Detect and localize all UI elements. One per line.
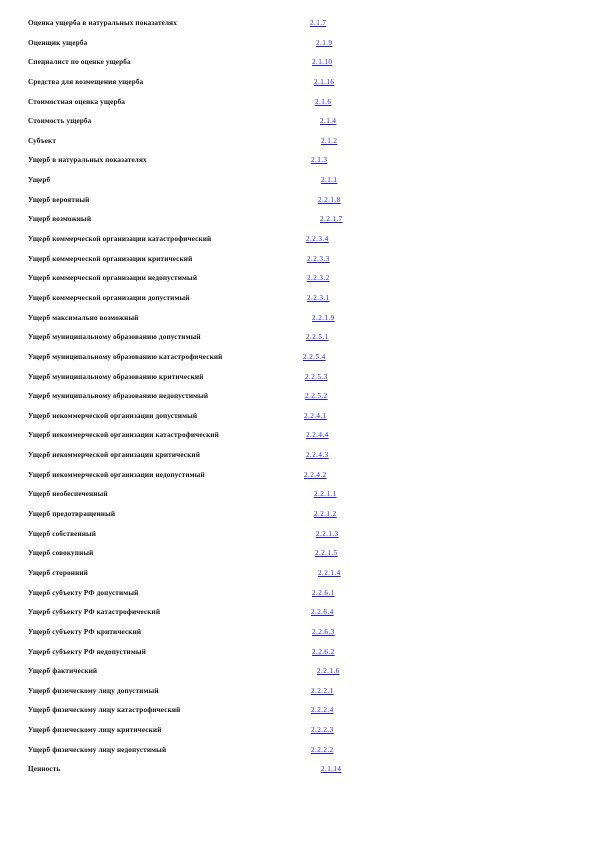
index-entry — [28, 330, 568, 350]
index-term: Ущерб субъекту РФ недопустимый — [28, 647, 146, 656]
index-entry — [28, 605, 568, 625]
index-term: Ущерб физическому лицу критический — [28, 726, 162, 735]
index-entry — [28, 291, 568, 311]
index-entry — [28, 36, 568, 56]
index-ref-link[interactable]: 2.2.1.4 — [318, 568, 341, 577]
index-ref-link[interactable]: 2.2.1.7 — [320, 215, 343, 224]
index-entry — [28, 232, 568, 252]
index-ref-link[interactable]: 2.2.6.4 — [311, 608, 334, 617]
index-term: Средства для возмещения ущерба — [28, 77, 144, 86]
index-ref-link[interactable]: 2.2.2.1 — [311, 686, 334, 695]
index-entry — [28, 743, 568, 763]
index-term: Ущерб муниципальному образованию катастрофический — [28, 352, 223, 361]
index-ref-link[interactable]: 2.2.4.1 — [304, 411, 327, 420]
index-term: Ущерб собственный — [28, 529, 97, 538]
index-term: Ущерб муниципальному образованию допустимый — [28, 333, 201, 342]
index-entry — [28, 350, 568, 370]
index-ref-link[interactable]: 2.2.4.4 — [306, 431, 329, 440]
index-ref-link[interactable]: 2.2.1.8 — [318, 195, 341, 204]
index-ref-link[interactable]: 2.2.6.2 — [312, 647, 335, 656]
index-term: Ущерб муниципальному образованию недопустимый — [28, 392, 209, 401]
index-entry — [28, 114, 568, 134]
index-entry — [28, 16, 568, 36]
index-entry — [28, 55, 568, 75]
index-term: Ущерб муниципальному образованию критический — [28, 372, 204, 381]
index-entry — [28, 703, 568, 723]
index-term: Ущерб субъекту РФ катастрофический — [28, 608, 161, 617]
index-ref-link[interactable]: 2.1.1 — [321, 176, 338, 185]
index-entry — [28, 193, 568, 213]
index-term: Ущерб возможный — [28, 215, 92, 224]
index-entry — [28, 762, 568, 782]
index-entry — [28, 586, 568, 606]
index-term: Ущерб субъекту РФ критический — [28, 627, 142, 636]
index-entry — [28, 370, 568, 390]
index-entry — [28, 252, 568, 272]
index-term: Ущерб предотвращенный — [28, 510, 116, 519]
index-term: Ущерб — [28, 176, 51, 185]
index-term: Специалист по оценке ущерба — [28, 58, 131, 67]
index-ref-link[interactable]: 2.2.1.3 — [316, 529, 339, 538]
index-ref-link[interactable]: 2.1.6 — [315, 97, 332, 106]
index-ref-link[interactable]: 2.2.5.1 — [306, 333, 329, 342]
index-ref-link[interactable]: 2.2.1.6 — [317, 667, 340, 676]
index-entry — [28, 684, 568, 704]
index-ref-link[interactable]: 2.2.6.3 — [312, 627, 335, 636]
index-entry — [28, 566, 568, 586]
index-entry — [28, 507, 568, 527]
index-ref-link[interactable]: 2.1.10 — [312, 58, 333, 67]
index-entry — [28, 487, 568, 507]
index-ref-link[interactable]: 2.2.3.3 — [307, 254, 330, 263]
index-entry — [28, 448, 568, 468]
index-ref-link[interactable]: 2.2.1.9 — [312, 313, 335, 322]
index-term: Ущерб совокупный — [28, 549, 94, 558]
index-ref-link[interactable]: 2.1.4 — [320, 117, 337, 126]
index-entry — [28, 173, 568, 193]
index-term: Ущерб некоммерческой организации недопустимый — [28, 470, 205, 479]
index-term: Ущерб некоммерческой организации катастрофический — [28, 431, 219, 440]
index-term: Ущерб физическому лицу катастрофический — [28, 706, 181, 715]
index-entry — [28, 311, 568, 331]
index-ref-link[interactable]: 2.2.5.2 — [305, 392, 328, 401]
index-entry — [28, 625, 568, 645]
index-term: Оценщик ущерба — [28, 38, 88, 47]
index-entry — [28, 212, 568, 232]
index-term: Ущерб необеспеченный — [28, 490, 108, 499]
index-ref-link[interactable]: 2.2.3.4 — [306, 235, 329, 244]
index-entry — [28, 153, 568, 173]
index-entry — [28, 95, 568, 115]
index-term: Ущерб субъекту РФ допустимый — [28, 588, 139, 597]
index-term: Стоимостная оценка ущерба — [28, 97, 126, 106]
index-term: Ущерб вероятный — [28, 195, 90, 204]
index-entry — [28, 134, 568, 154]
index-ref-link[interactable]: 2.2.2.3 — [311, 726, 334, 735]
index-entry — [28, 546, 568, 566]
index-term: Ущерб коммерческой организации критический — [28, 254, 193, 263]
index-term: Ущерб коммерческой организации недопустимый — [28, 274, 198, 283]
index-entry — [28, 428, 568, 448]
index-entry — [28, 723, 568, 743]
index-entry — [28, 645, 568, 665]
index-ref-link[interactable]: 2.2.4.2 — [304, 470, 327, 479]
index-ref-link[interactable]: 2.1.2 — [321, 136, 338, 145]
index-term: Ущерб физическому лицу недопустимый — [28, 745, 167, 754]
index-entry — [28, 409, 568, 429]
index-ref-link[interactable]: 2.2.2.4 — [311, 706, 334, 715]
index-entry — [28, 468, 568, 488]
index-ref-link[interactable]: 2.2.1.5 — [315, 549, 338, 558]
index-ref-link[interactable]: 2.2.6.1 — [312, 588, 335, 597]
index-term: Оценка ущерба в натуральных показателях — [28, 19, 177, 27]
index-term: Ущерб максимально возможный — [28, 313, 139, 322]
index-term: Ущерб фактический — [28, 667, 98, 676]
index-term: Ущерб коммерческой организации допустимый — [28, 293, 190, 302]
index-term: Ущерб сторонний — [28, 568, 88, 577]
index-term: Ущерб физическому лицу допустимый — [28, 686, 159, 695]
index-ref-link[interactable]: 2.2.3.2 — [307, 274, 330, 283]
index-ref-link[interactable]: 2.1.14 — [321, 765, 342, 774]
index-ref-link[interactable]: 2.1.9 — [316, 38, 333, 47]
index-ref-link[interactable]: 2.2.4.3 — [306, 451, 329, 460]
index-term: Ущерб коммерческой организации катастрофический — [28, 235, 212, 244]
index-term: Стоимость ущерба — [28, 117, 92, 126]
index-ref-link[interactable]: 2.1.16 — [314, 77, 335, 86]
index-ref-link[interactable]: 2.1.3 — [311, 156, 328, 165]
index-ref-link[interactable]: 2.1.7 — [310, 19, 327, 27]
index-ref-link[interactable]: 2.2.5.4 — [303, 352, 326, 361]
index-term: Ценность — [28, 765, 61, 774]
index-entry — [28, 664, 568, 684]
index-term: Ущерб в натуральных показателях — [28, 156, 147, 165]
index-entry — [28, 389, 568, 409]
index-ref-link[interactable]: 2.2.3.1 — [307, 293, 330, 302]
index-entry — [28, 271, 568, 291]
index-entry — [28, 75, 568, 95]
index-ref-link[interactable]: 2.2.1.1 — [314, 490, 337, 499]
index-entry — [28, 527, 568, 547]
index-ref-link[interactable]: 2.2.5.3 — [305, 372, 328, 381]
term-index — [28, 16, 568, 782]
index-term: Ущерб некоммерческой организации критический — [28, 451, 200, 460]
index-term: Субъект — [28, 136, 57, 145]
index-ref-link[interactable]: 2.2.2.2 — [311, 745, 334, 754]
index-ref-link[interactable]: 2.2.1.2 — [314, 510, 337, 519]
index-term: Ущерб некоммерческой организации допустимый — [28, 411, 198, 420]
